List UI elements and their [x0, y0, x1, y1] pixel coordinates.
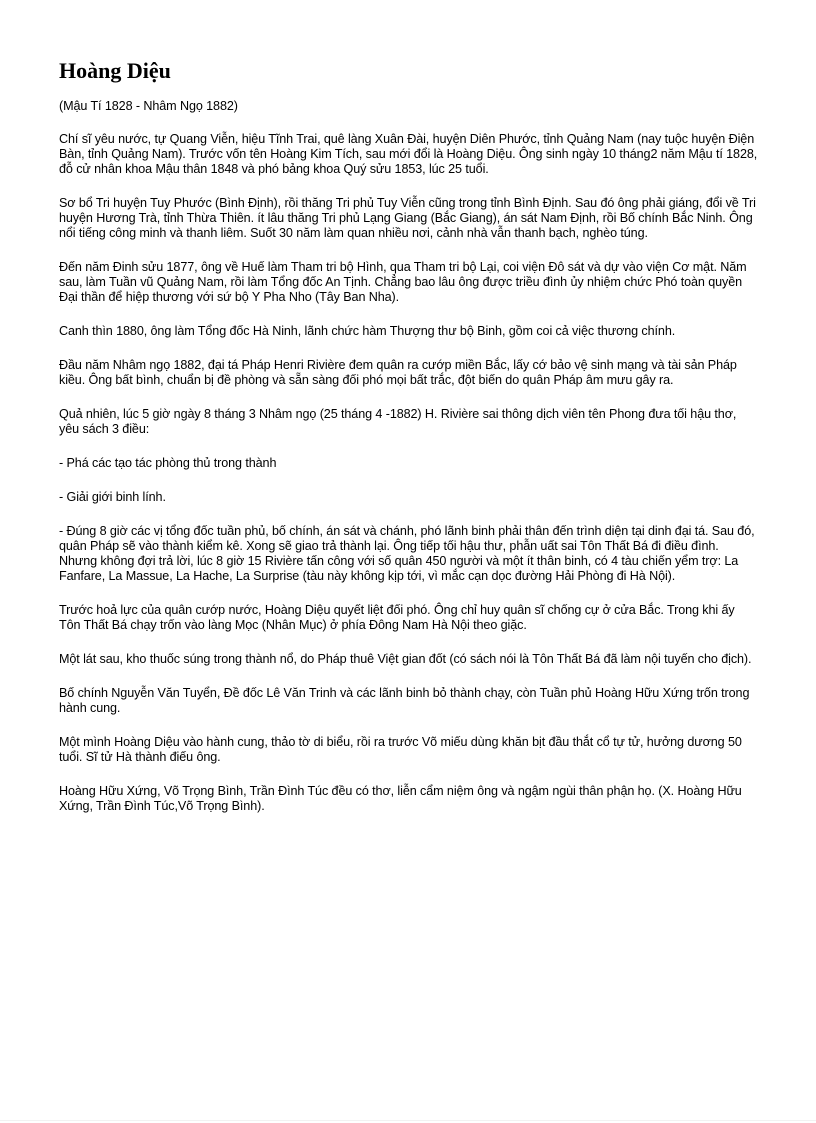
list-item-demand-3: - Đúng 8 giờ các vị tổng đốc tuần phủ, bố chính, án sát và chánh, phó lãnh binh phải thân đến trình diện tại dinh đại tá. Sau đó, quân Pháp sẽ vào thành kiểm kê. Xong sẽ giao trả thành lại. Ông tiếp tối hậu thư, phẫn uất sai Tôn Thất Bá đi điều đình. Nhưng không đợi trả lời, lúc 8 giờ 15 Rivière tấn công với số quân 450 người và một ít thân binh, có 4 tàu chiến yểm trợ: La Fanfare, La Massue, La Hache, La Surprise (tàu này không kịp tới, vì mắc cạn dọc đường Hải Phòng đi Hà Nội). [59, 524, 755, 583]
paragraph-defense: Trước hoả lực của quân cướp nước, Hoàng Diệu quyết liệt đối phó. Ông chỉ huy quân sĩ chống cự ở cửa Bắc. Trong khi ấy Tôn Thất Bá chạy trốn vào làng Mọc (Nhân Mục) ở phía Đông Nam Hà Nội theo giặc. [59, 603, 735, 632]
paragraph-death: Một mình Hoàng Diệu vào hành cung, thảo tờ di biểu, rồi ra trước Võ miếu dùng khăn bịt đầu thắt cổ tự tử, hưởng dương 50 tuổi. Sĩ tử Hà thành điếu ông. [59, 735, 742, 764]
paragraph-hue-career: Đến năm Đinh sửu 1877, ông về Huế làm Tham tri bộ Hình, qua Tham tri bộ Lại, coi viện Đô sát và dự vào viện Cơ mật. Năm sau, làm Tuần vũ Quảng Nam, rồi làm Tổng đốc An Tịnh. Chẳng bao lâu ông được triều đình ủy nhiệm chức Phó toàn quyền Đại thần để hiệp thương với sứ bộ Y Pha Nho (Tây Ban Nha). [59, 260, 747, 304]
paragraph-early-career: Sơ bổ Tri huyện Tuy Phước (Bình Định), rồi thăng Tri phủ Tuy Viễn cũng trong tỉnh Bình Định. Sau đó ông phải giáng, đổi về Tri huyện Hương Trà, tỉnh Thừa Thiên. ít lâu thăng Tri phủ Lạng Giang (Bắc Giang), án sát Nam Định, rồi Bố chính Bắc Ninh. Ông nổi tiếng công minh và thanh liêm. Suốt 30 năm làm quan nhiều nơi, cảnh nhà vẫn thanh bạch, nghèo túng. [59, 196, 756, 240]
document-page [59, 56, 759, 833]
list-item-demand-2: - Giải giới binh lính. [59, 490, 166, 504]
paragraph-tributes: Hoàng Hữu Xứng, Võ Trọng Bình, Trần Đình Túc đều có thơ, liễn cẩm niệm ông và ngậm ngùi thân phận họ. (X. Hoàng Hữu Xứng, Trần Đình Túc,Võ Trọng Bình). [59, 784, 742, 813]
paragraph-ultimatum: Quả nhiên, lúc 5 giờ ngày 8 tháng 3 Nhâm ngọ (25 tháng 4 -1882) H. Rivière sai thông dịch viên tên Phong đưa tối hậu thơ, yêu sách 3 điều: [59, 407, 737, 436]
paragraph-governor: Canh thìn 1880, ông làm Tổng đốc Hà Ninh, lãnh chức hàm Thượng thư bộ Binh, gồm coi cả việc thương chính. [59, 324, 676, 338]
document-title: Hoàng Diệu [59, 58, 171, 83]
paragraph-officials-flee: Bố chính Nguyễn Văn Tuyển, Đề đốc Lê Văn Trinh và các lãnh binh bỏ thành chạy, còn Tuần phủ Hoàng Hữu Xứng trốn trong hành cung. [59, 686, 750, 715]
paragraph-riviere-arrival: Đầu năm Nhâm ngọ 1882, đại tá Pháp Henri Rivière đem quân ra cướp miền Bắc, lấy cớ bảo vệ sinh mạng và tài sản Pháp kiều. Ông bất bình, chuẩn bị đề phòng và sẵn sàng đối phó mọi bất trắc, đột biến do quân Pháp âm mưu gây ra. [59, 358, 737, 387]
paragraph-origin: Chí sĩ yêu nước, tự Quang Viễn, hiệu Tĩnh Trai, quê làng Xuân Đài, huyện Diên Phước, tỉnh Quảng Nam (nay tuộc huyện Điện Bàn, tỉnh Quảng Nam). Trước vốn tên Hoàng Kim Tích, sau mới đổi là Hoàng Diệu. Ông sinh ngày 10 tháng2 năm Mậu tí 1828, đỗ cử nhân khoa Mậu thân 1848 và phó bảng khoa Quý sửu 1853, lúc 25 tuổi. [59, 132, 758, 176]
page-bottom-edge [0, 1120, 816, 1121]
life-dates: (Mậu Tí 1828 - Nhâm Ngọ 1882) [59, 99, 238, 113]
list-item-demand-1: - Phá các tạo tác phòng thủ trong thành [59, 456, 277, 470]
paragraph-explosion: Một lát sau, kho thuốc súng trong thành nổ, do Pháp thuê Việt gian đốt (có sách nói là Tôn Thất Bá đã làm nội tuyến cho địch). [59, 652, 752, 666]
